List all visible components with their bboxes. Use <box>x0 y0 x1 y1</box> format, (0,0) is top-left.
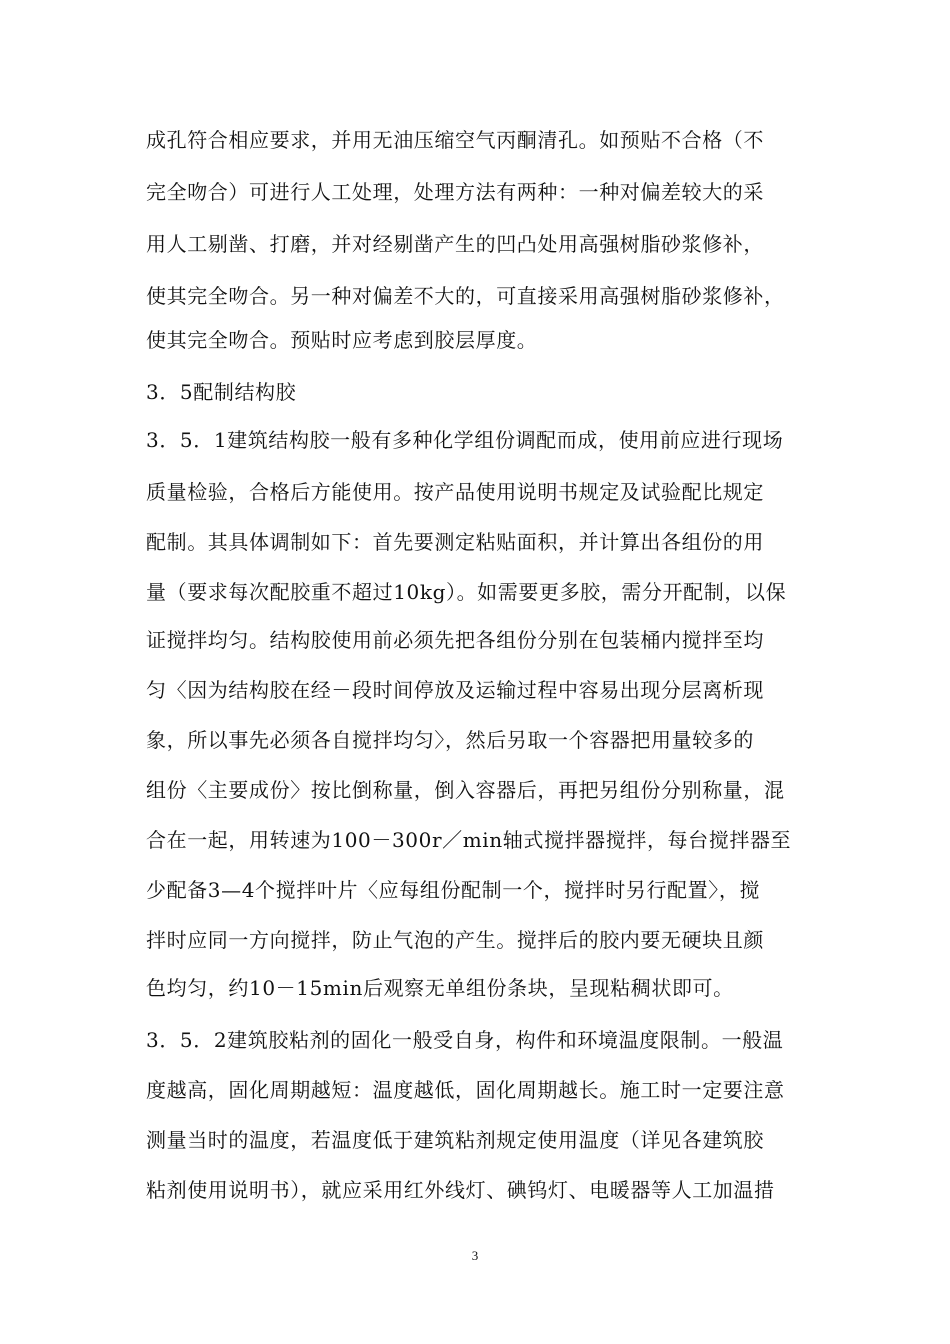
page-number: 3 <box>471 1248 479 1263</box>
text-line: 量（要求每次配胶重不超过10kg）。如需要更多胶，需分开配制，以保 <box>146 580 787 604</box>
text-line: 匀〈因为结构胶在经－段时间停放及运输过程中容易出现分层离析现 <box>146 678 764 702</box>
text-line: 使其完全吻合。预贴时应考虑到胶层厚度。 <box>146 328 538 352</box>
text-line: 拌时应同一方向搅拌，防止气泡的产生。搅拌后的胶内要无硬块且颜 <box>146 928 764 952</box>
text-line: 用人工剔凿、打磨，并对经剔凿产生的凹凸处用高强树脂砂浆修补， <box>146 232 764 256</box>
text-line: 3．5．1建筑结构胶一般有多种化学组份调配而成，使用前应进行现场 <box>146 428 784 452</box>
text-line: 组份〈主要成份〉按比倒称量，倒入容器后，再把另组份分别称量，混 <box>146 778 785 802</box>
text-line: 配制。其具体调制如下：首先要测定粘贴面积，并计算出各组份的用 <box>146 530 764 554</box>
text-line: 合在一起，用转速为100－300r／min轴式搅拌器搅拌，每台搅拌器至 <box>146 828 792 852</box>
text-line: 粘剂使用说明书），就应采用红外线灯、碘钨灯、电暖器等人工加温措 <box>146 1178 775 1202</box>
text-line: 成孔符合相应要求，并用无油压缩空气丙酮清孔。如预贴不合格（不 <box>146 128 764 152</box>
text-line: 象，所以事先必须各自搅拌均匀〉，然后另取一个容器把用量较多的 <box>146 728 754 752</box>
text-line: 3．5．2建筑胶粘剂的固化一般受自身，构件和环境温度限制。一般温 <box>146 1028 784 1052</box>
text-line: 质量检验，合格后方能使用。按产品使用说明书规定及试验配比规定 <box>146 480 764 504</box>
text-line: 测量当时的温度，若温度低于建筑粘剂规定使用温度（详见各建筑胶 <box>146 1128 764 1152</box>
section-heading: 3．5配制结构胶 <box>146 380 297 404</box>
text-line: 度越高，固化周期越短：温度越低，固化周期越长。施工时一定要注意 <box>146 1078 785 1102</box>
text-line: 完全吻合）可进行人工处理，处理方法有两种：一种对偏差较大的采 <box>146 180 764 204</box>
text-line: 少配备3—4个搅拌叶片〈应每组份配制一个，搅拌时另行配置〉，搅 <box>146 878 761 902</box>
text-line: 证搅拌均匀。结构胶使用前必须先把各组份分别在包装桶内搅拌至均 <box>146 628 764 652</box>
text-line: 色均匀，约10－15min后观察无单组份条块，呈现粘稠状即可。 <box>146 976 734 1000</box>
text-line: 使其完全吻合。另一种对偏差不大的，可直接采用高强树脂砂浆修补， <box>146 284 785 308</box>
